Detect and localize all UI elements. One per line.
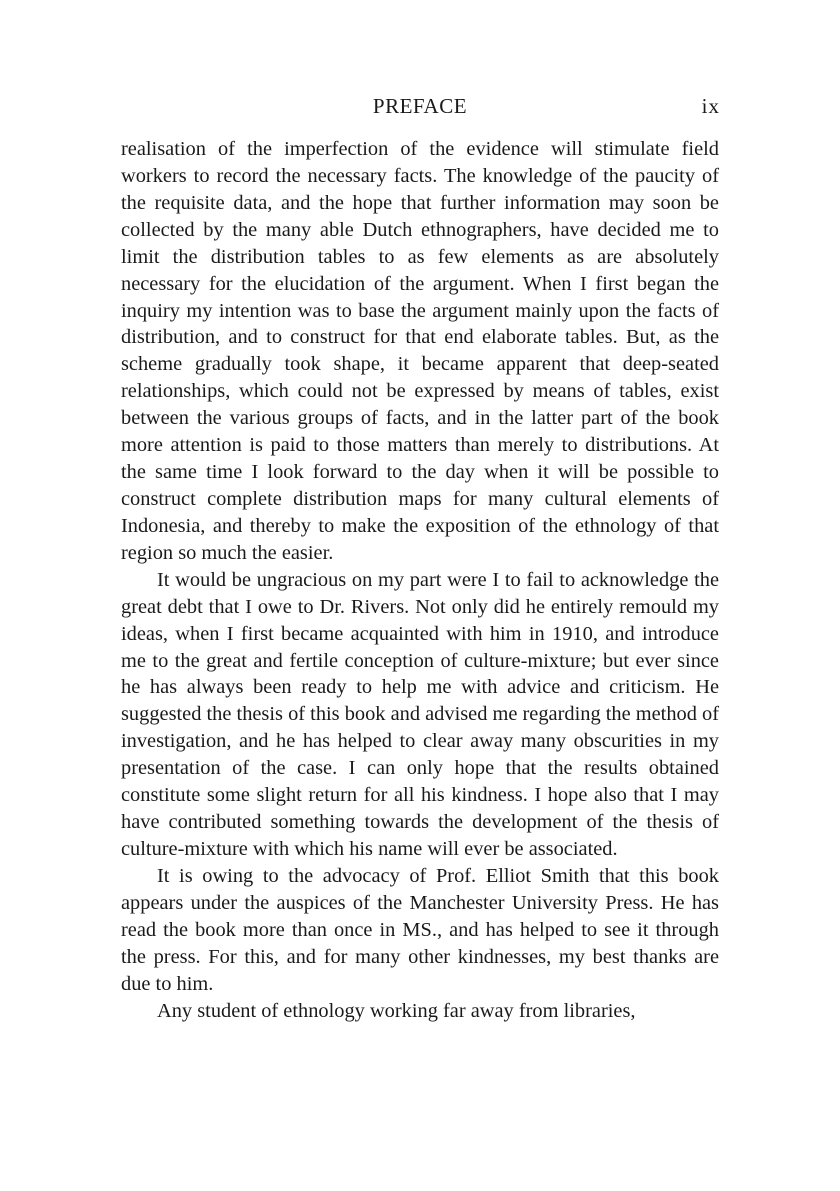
paragraph-elliot-smith-acknowledgement: It is owing to the advocacy of Prof. Elliot Smith that this book appears under the auspices of the Manchester University Press. He has read the book more than once in MS., and has helped to see it through the press. For this, and for many other kindnesses, my best thanks are due to him. xyxy=(121,864,719,995)
running-head xyxy=(120,94,720,122)
page-number: ix xyxy=(701,94,720,118)
paragraph-rivers-acknowledgement: It would be ungracious on my part were I to fail to acknowledge the great debt that I owe to Dr. Rivers. Not only did he entirely remould my ideas, when I first became acquainted with him in 1910, and introduce me to the great and fertile conception of culture-mixture; but ever since he has always been ready to help me with advice and criticism. He suggested the thesis of this book and advised me regarding the method of investigation, and he has helped to clear away many obscurities in my presentation of the case. I can only hope that the results obtained constitute some slight return for all his kindness. I hope also that I may have contributed something towards the development of the thesis of culture-mixture with which his name will ever be associated. xyxy=(121,568,719,860)
body-text xyxy=(121,136,719,1024)
paragraph-student-of-ethnology: Any student of ethnology working far away from libraries, xyxy=(157,999,636,1022)
page-title: PREFACE xyxy=(372,94,468,118)
paragraph-continued: realisation of the imperfection of the evidence will stimulate field workers to record the necessary facts. The knowledge of the paucity of the requisite data, and the hope that further information may soon be collected by the many able Dutch ethnographers, have decided me to limit the distribution tables to as few elements as are absolutely necessary for the elucidation of the argument. When I first began the inquiry my intention was to base the argument mainly upon the facts of distribution, and to construct for that end elaborate tables. But, as the scheme gradually took shape, it became apparent that deep-seated relationships, which could not be expressed by means of tables, exist between the various groups of facts, and in the latter part of the book more attention is paid to those matters than merely to distributions. At the same time I look forward to the day when it will be possible to construct complete distribution maps for many cultural elements of Indonesia, and thereby to make the exposition of the ethnology of that region so much the easier. xyxy=(121,138,719,564)
